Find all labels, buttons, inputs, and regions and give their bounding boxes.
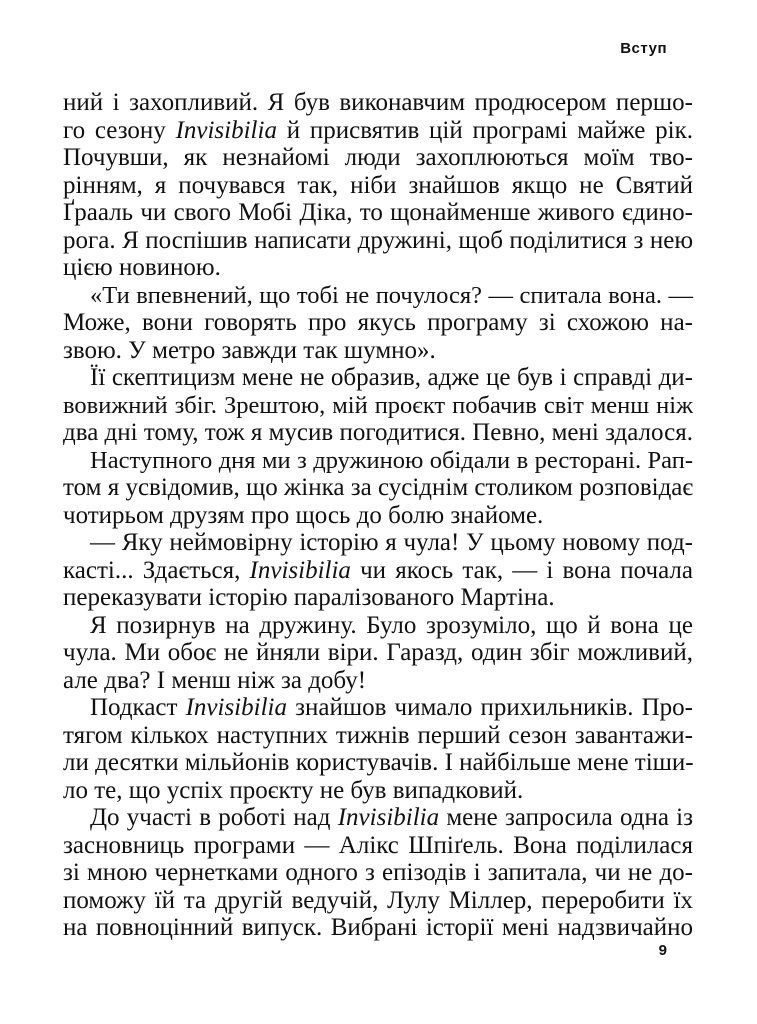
text-line: але два? І менш ніж за добу! xyxy=(63,666,367,694)
text-line: зі мною чернетками одного з епізодів і запитала, чи не до- xyxy=(63,859,693,886)
text-line: звою. У метро завжди так шумно». xyxy=(63,336,436,364)
text-line: засновниць програми — Алікс Шпіґель. Вона поділилася xyxy=(63,831,693,859)
page-number: 9 xyxy=(658,942,667,959)
text-line: тягом кількох наступних тижнів перший сезон завантажи- xyxy=(63,721,693,749)
text-line: Ґрааль чи свого Мобі Діка, то щонайменше живого єдино- xyxy=(63,199,693,226)
text-line: чула. Ми обоє не йняли віри. Гаразд, один збіг можливий, xyxy=(63,639,693,666)
running-head: Вступ xyxy=(620,40,667,57)
text-line: касті... Здається, Invisibilia чи якось так, — і вона почала xyxy=(63,556,693,584)
text-line: рінням, я почувався так, ніби знайшов якщо не Святий xyxy=(63,171,693,199)
text-line: чотирьом друзям про щось до болю знайоме. xyxy=(63,501,544,529)
text-line: Я позирнув на дружину. Було зрозуміло, що й вона це xyxy=(90,611,693,639)
text-line: Її скептицизм мене не образив, адже це був і справді ди- xyxy=(90,364,693,391)
text-line: го сезону Invisibilia й присвятив цій програмі майже рік. xyxy=(63,116,693,144)
text-line: рога. Я поспішив написати дружині, щоб поділитися з нею xyxy=(63,226,693,254)
text-line: ло те, що успіх проєкту не був випадковий. xyxy=(63,776,524,804)
text-line: До участі в роботі над Invisibilia мене запросила одна із xyxy=(90,804,693,831)
text-line: Почувши, як незнайомі люди захоплюються моїм тво- xyxy=(63,144,693,171)
text-line: поможу їй та другій ведучій, Лулу Міллер, переробити їх xyxy=(63,886,693,914)
text-line: на повноцінний випуск. Вибрані історії мені надзвичайно xyxy=(63,914,693,941)
text-line: Подкаст Invisibilia знайшов чимало прихильників. Про- xyxy=(90,694,693,721)
text-line: том я усвідомив, що жінка за сусіднім столиком розповідає xyxy=(63,474,694,501)
text-line: — Яку неймовірну історію я чула! У цьому новому под- xyxy=(90,529,693,556)
text-line: переказувати історію паралізованого Мартіна. xyxy=(63,584,555,611)
text-line: ний і захопливий. Я був виконавчим продюсером першо- xyxy=(63,89,693,116)
text-line: «Ти впевнений, що тобі не почулося? — спитала вона. — xyxy=(90,281,693,309)
text-line: Може, вони говорять про якусь програму зі схожою на- xyxy=(63,309,693,336)
text-line: цією новиною. xyxy=(63,254,221,281)
text-line: вовижний збіг. Зрештою, мій проєкт побачив світ менш ніж xyxy=(63,391,693,419)
text-line: Наступного дня ми з дружиною обідали в ресторані. Рап- xyxy=(90,446,693,474)
text-line: два дні тому, тож я мусив погодитися. Певно, мені здалося. xyxy=(63,419,693,446)
text-line: ли десятки мільйонів користувачів. І найбільше мене тіши- xyxy=(63,749,694,776)
